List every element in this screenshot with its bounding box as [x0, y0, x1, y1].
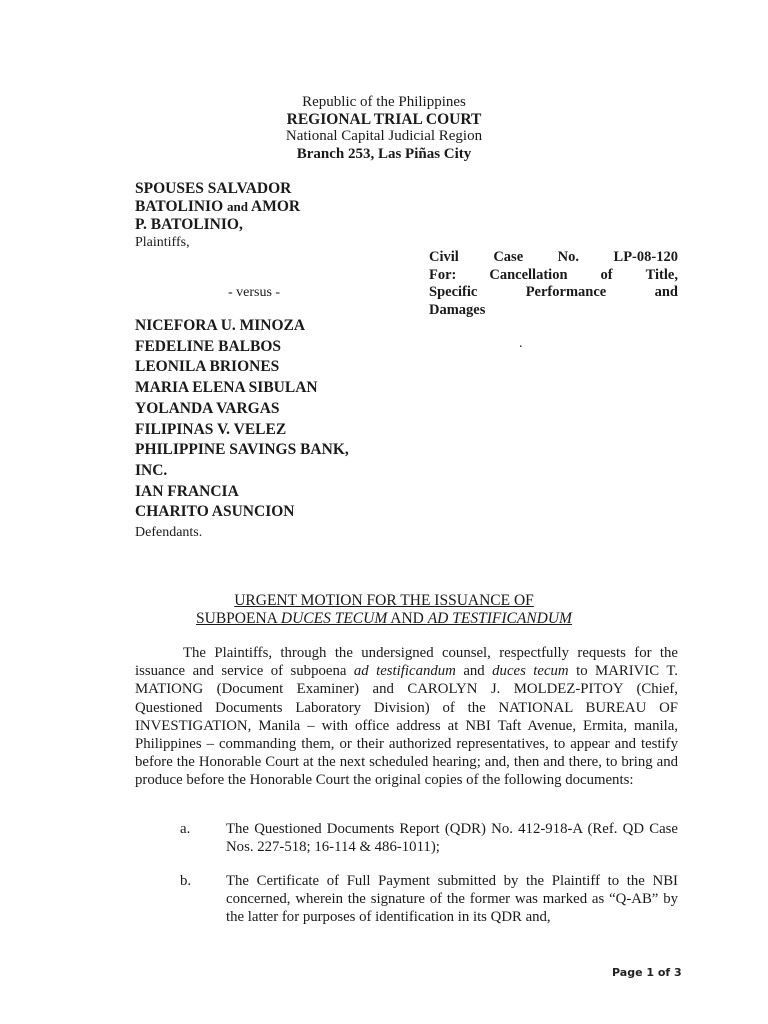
- case-line-3: [429, 284, 678, 302]
- case-line-1: [429, 249, 678, 267]
- case-caption: [429, 249, 678, 319]
- plaintiffs-line-1: SPOUSES SALVADOR: [135, 180, 292, 197]
- plaintiffs-line-2c: AMOR: [248, 198, 301, 215]
- case-line-2: [429, 267, 678, 285]
- case-line-4: Damages: [429, 301, 486, 318]
- list-item-text: The Questioned Documents Report (QDR) No. 412-918-A (Ref. QD Case Nos. 227-518; 16-114 & 486-1011);: [226, 821, 678, 856]
- header-region: National Capital Judicial Region: [285, 128, 483, 144]
- body-em-2: duces tecum: [492, 663, 569, 680]
- motion-title-line-1: URGENT MOTION FOR THE ISSUANCE OF: [234, 592, 534, 609]
- list-item-marker: b.: [180, 873, 192, 889]
- defendants-role: Defendants.: [135, 525, 203, 541]
- versus-label: - versus -: [228, 285, 281, 300]
- body-text-c: to MARIVIC T. MATIONG (Document Examiner) and CAROLYN J. MOLDEZ-PITOY (Chief, Questioned Documents Laboratory Division) of the NATIONAL BUREAU OF INVESTIGATION, Manila – with office address at NBI Taft Avenue, Ermita, manila, Philippines – commanding them, or their authorized representatives, to appear and testify before the Honorable Court at the next scheduled hearing; and, then and there, to bring and produce before the Honorable Court the original copies of the following documents:: [135, 663, 678, 789]
- case-word: Performance: [525, 284, 607, 300]
- plaintiffs-line-3: P. BATOLINIO,: [135, 216, 243, 233]
- motion-title-mid: AND: [387, 610, 428, 627]
- defendant-name: MARIA ELENA SIBULAN: [135, 379, 318, 397]
- case-word: and: [654, 284, 678, 300]
- plaintiffs-line-2a: BATOLINIO: [135, 198, 228, 215]
- case-word: Title,: [645, 266, 678, 283]
- header-republic: Republic of the Philippines: [302, 94, 466, 110]
- case-word: Civil: [429, 249, 459, 265]
- plaintiffs-line-2: [135, 198, 300, 216]
- case-word: No.: [557, 249, 580, 265]
- defendant-name: FILIPINAS V. VELEZ: [135, 420, 287, 438]
- case-dot: .: [519, 336, 523, 351]
- body-text-b: and: [455, 663, 493, 680]
- defendant-name: CHARITO ASUNCION: [135, 503, 295, 521]
- case-word: Cancellation: [489, 266, 568, 283]
- motion-title-em-2: AD TESTIFICANDUM: [427, 610, 572, 627]
- case-word: Specific: [429, 284, 478, 300]
- header-branch: Branch 253, Las Piñas City: [296, 146, 472, 162]
- defendants-block: [135, 316, 349, 544]
- header-court: REGIONAL TRIAL COURT: [286, 111, 482, 128]
- plaintiffs-line-2b: and: [227, 199, 248, 214]
- case-word: of: [600, 266, 613, 283]
- defendant-name: YOLANDA VARGAS: [135, 399, 280, 417]
- defendant-name: IAN FRANCIA: [135, 482, 239, 500]
- list-item-text: The Certificate of Full Payment submitted by the Plaintiff to the NBI concerned, wherein the signature of the former was marked as “Q-AB” by the latter for purposes of identification in its QDR and,: [226, 873, 678, 926]
- case-word: Case: [493, 249, 524, 265]
- defendant-name: LEONILA BRIONES: [135, 358, 280, 376]
- defendant-name: FEDELINE BALBOS: [135, 337, 282, 355]
- motion-title-line-2: [0, 610, 768, 628]
- motion-title-em-1: DUCES TECUM: [280, 610, 388, 627]
- plaintiffs-block: [135, 180, 300, 252]
- case-word: LP-08-120: [613, 249, 678, 265]
- case-word: For:: [429, 266, 457, 283]
- body-paragraph: [135, 644, 678, 790]
- body-text-a: The Plaintiffs, through the undersigned counsel, respectfully requests for the issuance and service of subpoena: [135, 645, 678, 680]
- motion-title-pre: SUBPOENA: [196, 610, 281, 627]
- list-item-marker: a.: [180, 821, 191, 837]
- defendant-name: INC.: [135, 461, 168, 479]
- body-em-1: ad testificandum: [353, 663, 456, 680]
- plaintiffs-role: Plaintiffs,: [135, 235, 190, 250]
- defendant-name: PHILIPPINE SAVINGS BANK,: [135, 441, 349, 459]
- page-number: Page 1 of 3: [612, 966, 682, 979]
- defendant-name: NICEFORA U. MINOZA: [135, 317, 306, 334]
